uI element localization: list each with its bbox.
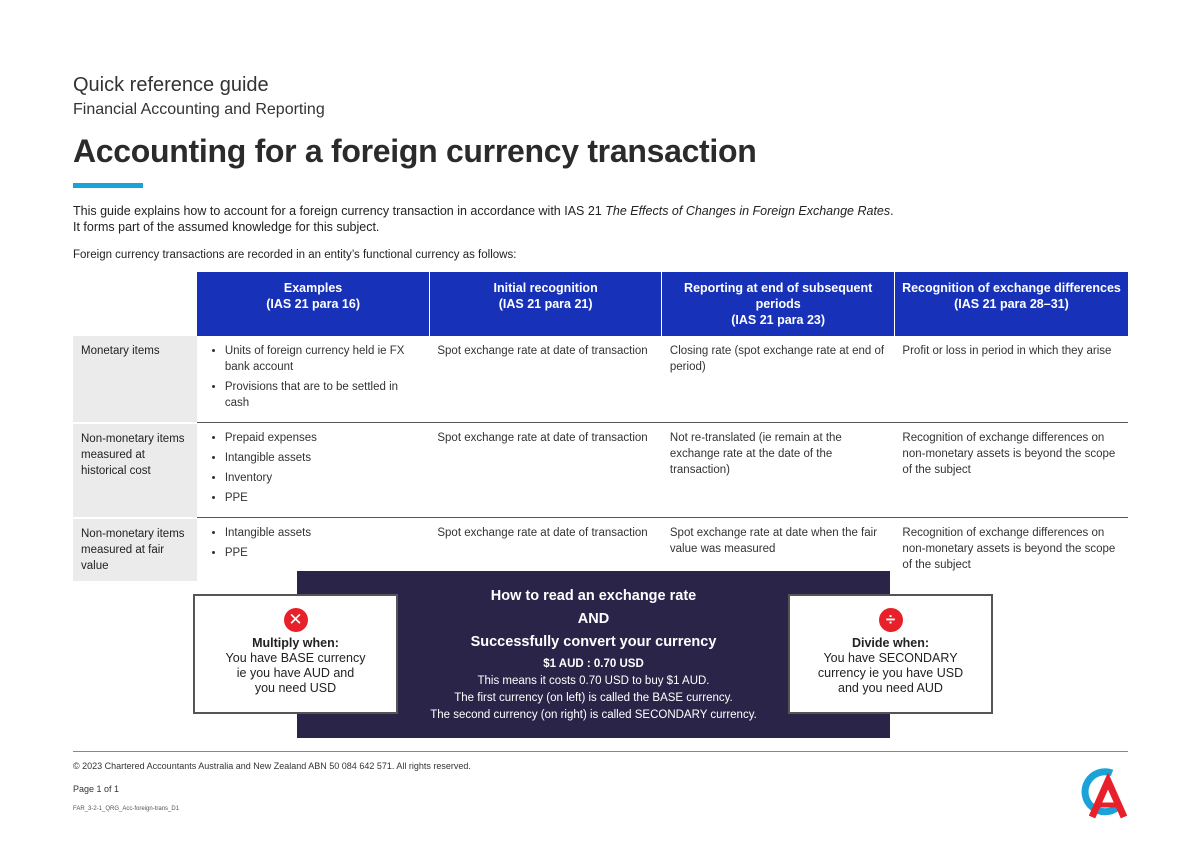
row-label: Monetary items: [73, 336, 197, 423]
header-ref: (IAS 21 para 28–31): [954, 297, 1069, 311]
reporting-cell: Closing rate (spot exchange rate at end of period): [662, 336, 895, 423]
intro-paragraph: [73, 203, 894, 235]
list-item: • Provisions that are to be settled in cash: [225, 379, 422, 411]
intro-line3: Foreign currency transactions are recorded in an entity’s functional currency as follows:: [73, 249, 517, 261]
divide-icon: ÷: [879, 608, 903, 632]
examples-cell: [197, 423, 430, 518]
reporting-cell: Not re-translated (ie remain at the exchange rate at the date of the transaction): [662, 423, 895, 518]
header-title: Initial recognition: [493, 281, 598, 295]
guide-subject: Financial Accounting and Reporting: [73, 101, 325, 118]
recognition-cell: Recognition of exchange differences on non-monetary assets is beyond the scope of the subject: [902, 527, 1116, 571]
row-label: Non-monetary items measured at historical cost: [73, 423, 197, 518]
intro-line1-prefix: This guide explains how to account for a foreign currency transaction in accordance with IAS 21: [73, 204, 606, 218]
list-item: • Inventory: [225, 470, 422, 486]
list-item: • PPE: [225, 490, 422, 506]
table-row: [73, 336, 1128, 423]
list-item: • Units of foreign currency held ie FX bank account: [225, 343, 422, 375]
multiply-icon: ✕: [284, 608, 308, 632]
list-item: • Intangible assets: [225, 450, 422, 466]
guide-kicker: Quick reference guide: [73, 74, 269, 96]
multiply-line1: You have BASE currency: [225, 651, 366, 665]
howto-line3: The second currency (on right) is called SECONDARY currency.: [430, 709, 757, 721]
table-corner: [73, 272, 197, 336]
header-reporting: [662, 272, 895, 336]
header-ref: (IAS 21 para 23): [731, 313, 826, 327]
divide-label: Divide when:: [851, 636, 930, 650]
howto-and: AND: [577, 611, 610, 627]
multiply-line3: you need USD: [254, 681, 337, 695]
page-title: Accounting for a foreign currency transaction: [73, 133, 757, 169]
reporting-cell: Spot exchange rate at date when the fair value was measured: [669, 527, 878, 555]
header-recognition-differences: [894, 272, 1128, 336]
page-number: Page 1 of 1: [73, 784, 120, 794]
header-examples: [197, 272, 430, 336]
currency-treatment-table: [73, 272, 1128, 581]
ca-anz-logo-icon: [1078, 767, 1130, 819]
initial-cell: Spot exchange rate at date of transaction: [429, 423, 662, 518]
recognition-cell: Profit or loss in period in which they arise: [894, 336, 1128, 423]
intro-line2: It forms part of the assumed knowledge for this subject.: [73, 220, 380, 234]
multiply-box: [193, 594, 398, 714]
examples-list: [205, 430, 422, 506]
table-row: [73, 423, 1128, 518]
header-title: Reporting at end of subsequent periods: [684, 281, 873, 311]
howto-line1: This means it costs 0.70 USD to buy $1 AUD.: [477, 675, 710, 687]
exchange-rate-example: $1 AUD : 0.70 USD: [543, 658, 644, 670]
intro-line1-suffix: .: [890, 204, 894, 218]
header-ref: (IAS 21 para 16): [266, 297, 360, 311]
title-underline: [73, 183, 143, 188]
list-item: • PPE: [225, 545, 422, 561]
divide-line3: and you need AUD: [838, 681, 943, 695]
copyright-notice: © 2023 Chartered Accountants Australia and New Zealand ABN 50 084 642 571. All rights reserved.: [73, 761, 471, 771]
header-title: Recognition of exchange differences: [902, 281, 1121, 295]
header-initial-recognition: [429, 272, 662, 336]
divide-box: [788, 594, 993, 714]
multiply-label: Multiply when:: [252, 636, 339, 650]
table-header-row: [73, 272, 1128, 336]
examples-cell: [197, 336, 430, 423]
howto-heading: How to read an exchange rate: [490, 588, 697, 604]
examples-list: [205, 343, 422, 411]
recognition-cell: Recognition of exchange differences on non-monetary assets is beyond the scope of the subject: [894, 423, 1128, 518]
list-item: • Intangible assets: [225, 525, 422, 541]
divide-line1: You have SECONDARY: [823, 651, 958, 665]
intro-standard-name: The Effects of Changes in Foreign Exchange Rates: [605, 204, 891, 218]
list-item: • Prepaid expenses: [225, 430, 422, 446]
multiply-line2: ie you have AUD and: [236, 666, 355, 680]
row-label: Non-monetary items measured at fair value: [73, 518, 197, 581]
header-title: Examples: [283, 281, 343, 295]
divide-line2: currency ie you have USD: [817, 666, 964, 680]
header-ref: (IAS 21 para 21): [498, 297, 593, 311]
document-code: FAR_3-2-1_QRG_Acc-foreign-trans_D1: [73, 806, 180, 812]
howto-line2: The first currency (on left) is called the BASE currency.: [454, 692, 733, 704]
footer-divider: [73, 751, 1128, 752]
initial-cell: Spot exchange rate at date of transaction: [429, 336, 662, 423]
examples-list: [205, 525, 422, 561]
howto-subheading: Successfully convert your currency: [470, 634, 717, 650]
initial-cell: Spot exchange rate at date of transaction: [437, 527, 648, 539]
